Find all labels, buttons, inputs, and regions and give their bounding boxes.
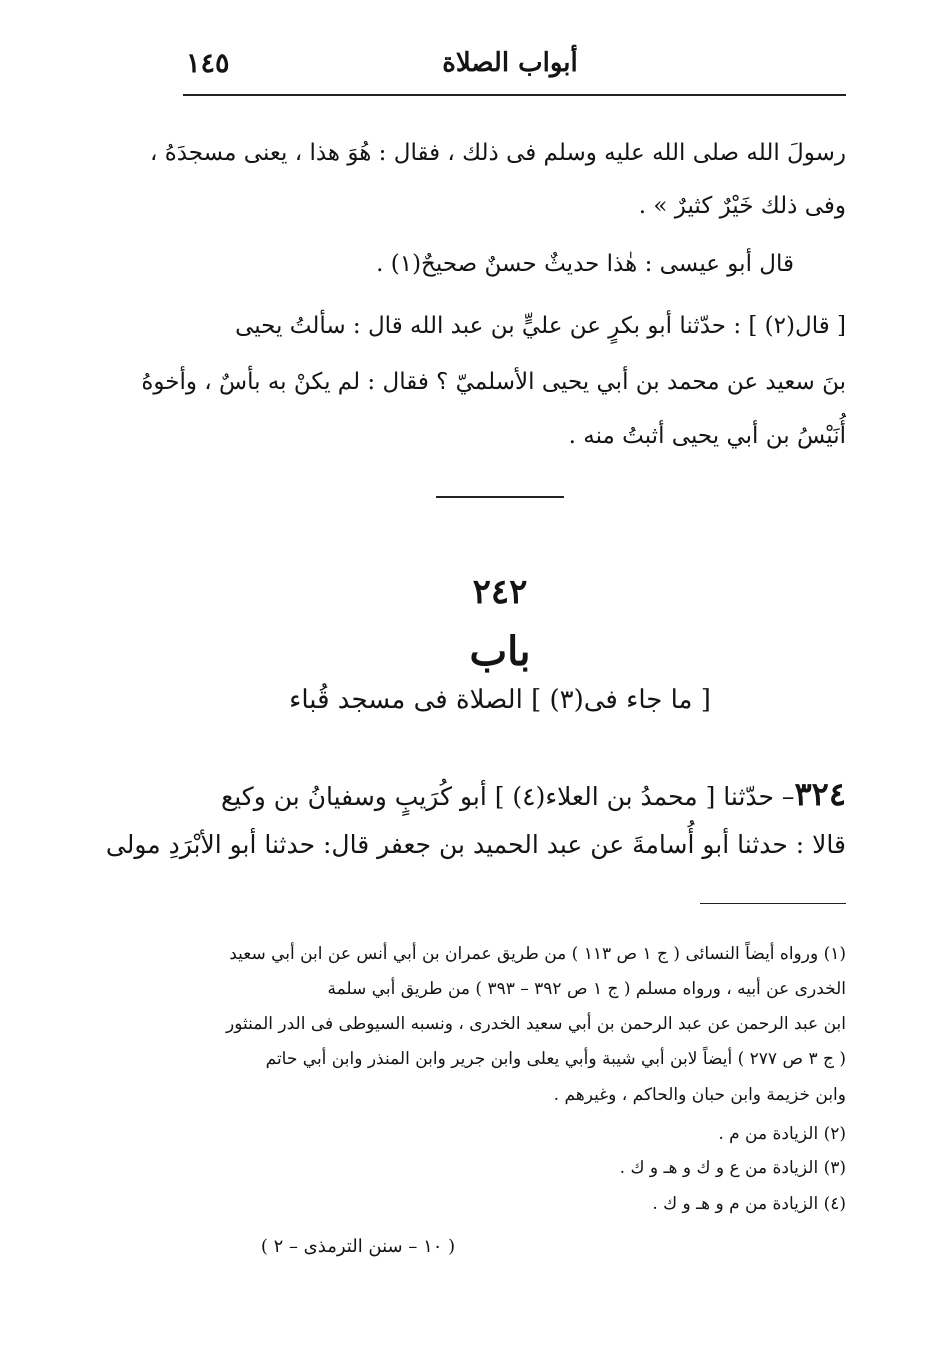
body-line: [ قال(٢) ] : حدّثنا أبو بكرٍ عن عليٍّ بن عبد الله قال : سألتُ يحيى: [235, 313, 846, 339]
body-line: قال أبو عيسى : هٰذا حديثٌ حسنٌ صحيحٌ(١) .: [376, 251, 794, 277]
body-line: رسولَ الله صلى الله عليه وسلم فى ذلك ، فقال : هُوَ هذا ، يعنى مسجدَهُ ،: [149, 140, 846, 166]
footnote-line: (٣) الزيادة من ع و ك و هـ و ك .: [619, 1158, 846, 1178]
footnote-line: ( ج ٣ ص ٢٧٧ ) أيضاً لابن أبي شيبة وأبي يعلى وابن جرير وابن المنذر وابن أبي حاتم: [265, 1049, 846, 1069]
page-footer: ( ١٠ – سنن الترمذى – ٢ ): [260, 1236, 456, 1257]
footnote-line: (١) ورواه أيضاً النسائى ( ج ١ ص ١١٣ ) من طريق عمران بن أبي أنس عن ابن أبي سعيد: [229, 944, 846, 964]
footnote-line: ابن عبد الرحمن عن عبد الرحمن بن أبي سعيد الخدرى ، ونسبه السيوطى فى الدر المنثور: [226, 1014, 846, 1034]
body-line: أُنَيْسُ بن أبي يحيى أثبتُ منه .: [568, 423, 846, 449]
body-line: وفى ذلك خَيْرٌ كثيرٌ » .: [638, 193, 846, 219]
footnote-line: وابن خزيمة وابن حبان والحاكم ، وغيرهم .: [553, 1085, 846, 1105]
hadith-number: ٣٢٤: [794, 775, 846, 813]
footnote-line: (٢) الزيادة من م .: [718, 1124, 846, 1144]
chapter-title: [ ما جاء فى(٣) ] الصلاة فى مسجد قُباء: [289, 685, 711, 715]
header-rule: [183, 94, 846, 96]
footnote-line: (٤) الزيادة من م و هـ و ك .: [652, 1194, 846, 1214]
body-line: بنَ سعيد عن محمد بن أبي يحيى الأسلميّ ؟ فقال : لم يكنْ به بأسٌ ، وأخوهُ: [141, 369, 846, 395]
chapter-number: ٢٤٢: [472, 572, 528, 612]
page-number: ١٤٥: [186, 48, 230, 79]
footnote-rule: [700, 903, 846, 904]
hadith-text: – حدّثنا [ محمدُ بن العلاء(٤) ] أبو كُرَيبٍ وسفيانُ بن وكيع: [220, 782, 795, 811]
footnote-line: الخدرى عن أبيه ، ورواه مسلم ( ج ١ ص ٣٩٢ – ٣٩٣ ) من طريق أبي سلمة: [327, 979, 846, 999]
chapter-label: باب: [469, 628, 531, 675]
hadith-line: قالا : حدثنا أبو أُسامةَ عن عبد الحميد بن جعفر قال: حدثنا أبو الأبْرَدِ مولى: [105, 830, 846, 859]
hadith-line: [186, 775, 846, 813]
section-divider: [436, 496, 564, 498]
running-header-title: أبواب الصلاة: [442, 48, 578, 78]
